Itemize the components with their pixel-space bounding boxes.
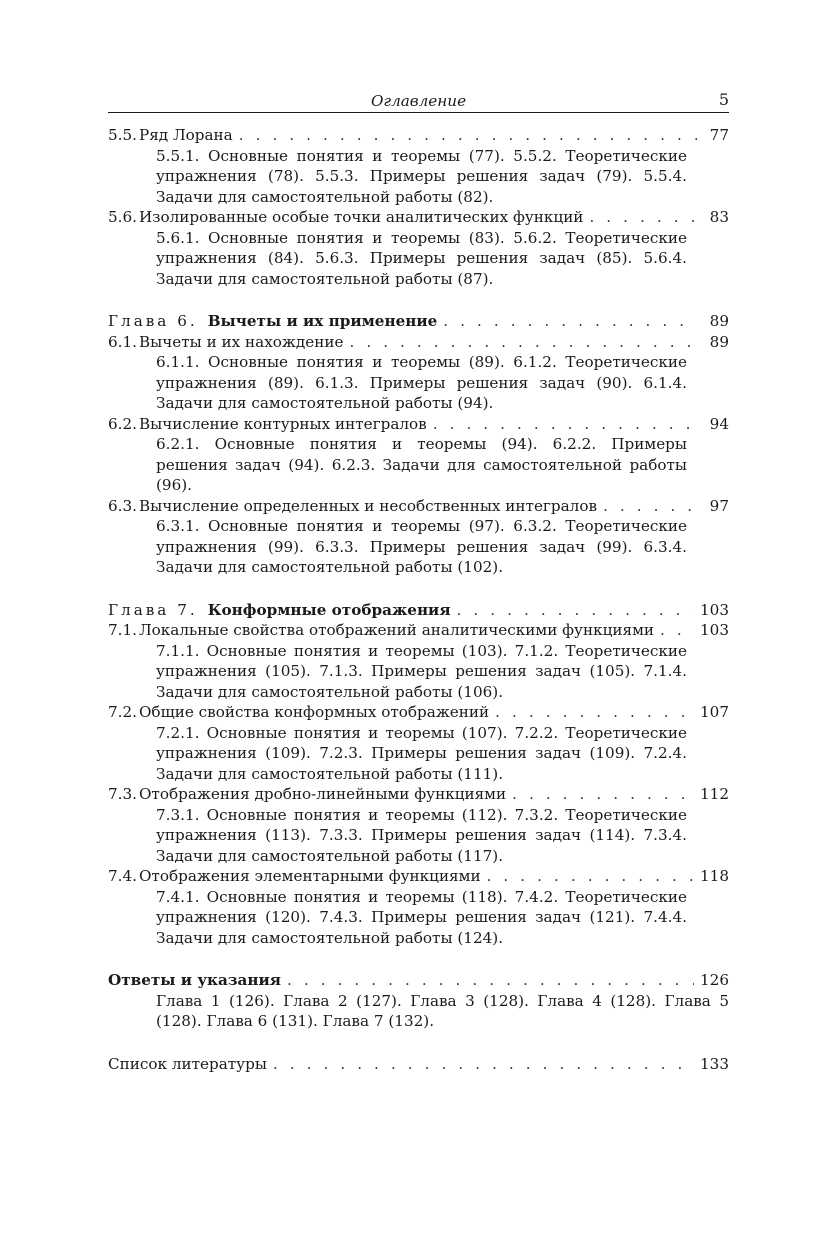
leader-dots <box>239 125 697 146</box>
section-title[interactable]: Ряд Лорана <box>138 126 233 144</box>
leader-dots <box>443 311 697 332</box>
toc-answers <box>108 970 729 1032</box>
leader-dots <box>512 784 694 805</box>
header-page-number: 5 <box>718 90 729 109</box>
section-title[interactable]: Вычисление контурных интегралов <box>138 414 427 433</box>
section-page: 97 <box>709 496 729 515</box>
subsection-list: 6.2.1. Основные понятия и теоремы (94). 6.2.2. Примеры решения задач (94). 6.2.3. Задачи для самостоятельной работы (96). <box>156 435 687 494</box>
subsection-list: 5.5.1. Основные понятия и теоремы (77). 5.5.2. Теоретические упражнения (78). 5.5.3. Примеры решения задач (79). 5.5.4. Задачи для самостоятельной работы (82). <box>156 146 687 206</box>
leader-dots <box>273 1054 694 1075</box>
toc-bibliography <box>108 1054 729 1075</box>
section-page: 112 <box>700 785 729 803</box>
section-number: 6.3. <box>108 496 137 515</box>
running-header <box>108 90 729 113</box>
section-page: 89 <box>709 332 729 351</box>
section-page: 107 <box>700 703 729 721</box>
subsection-list: 6.3.1. Основные понятия и теоремы (97). 6.3.2. Теоретические упражнения (99). 6.3.3. Примеры решения задач (99). 6.3.4. Задачи для самостоятельной работы (102). <box>156 517 687 576</box>
toc-section-7-4 <box>108 866 729 948</box>
section-title[interactable]: Вычеты и их нахождение <box>138 332 344 351</box>
toc-chapter-7 <box>108 600 729 949</box>
header-title: Оглавление <box>370 92 467 110</box>
section-number: 5.6. <box>108 208 137 226</box>
section-title[interactable]: Вычисление определенных и несобственных интегралов <box>138 496 598 515</box>
subsection-list: 7.4.1. Основные понятия и теоремы (118). 7.4.2. Теоретические упражнения (120). 7.4.3. Примеры решения задач (121). 7.4.4. Задачи для самостоятельной работы (124). <box>156 887 687 947</box>
section-page: 83 <box>709 208 729 226</box>
leader-dots <box>495 702 694 723</box>
subsection-list: 5.6.1. Основные понятия и теоремы (83). 5.6.2. Теоретические упражнения (84). 5.6.3. Примеры решения задач (85). 5.6.4. Задачи для самостоятельной работы (87). <box>156 228 687 288</box>
section-page: 94 <box>709 414 729 433</box>
toc-page <box>108 90 729 1074</box>
section-number: 7.2. <box>108 703 137 721</box>
answers-page: 126 <box>700 971 729 989</box>
section-page: 103 <box>700 621 729 639</box>
leader-dots <box>589 207 697 228</box>
toc-section-6-3 <box>108 496 729 578</box>
leader-dots <box>660 620 694 641</box>
section-number: 7.3. <box>108 785 137 803</box>
section-title[interactable]: Изолированные особые точки аналитических функций <box>138 208 584 226</box>
section-number: 7.4. <box>108 867 137 885</box>
toc-section-7-3 <box>108 784 729 866</box>
section-title[interactable]: Отображения дробно-линейными функциями <box>138 785 507 803</box>
leader-dots <box>457 600 694 621</box>
section-number: 6.2. <box>108 414 137 433</box>
section-title[interactable]: Общие свойства конформных отображений <box>138 703 490 721</box>
leader-dots <box>349 332 697 353</box>
subsection-list: 7.1.1. Основные понятия и теоремы (103). 7.1.2. Теоретические упражнения (105). 7.1.3. Примеры решения задач (105). 7.1.4. Задачи для самостоятельной работы (106). <box>156 641 687 701</box>
chapter-label: Глава 7. <box>108 600 198 619</box>
toc-chapter-6 <box>108 311 729 578</box>
subsection-list: 7.3.1. Основные понятия и теоремы (112). 7.3.2. Теоретические упражнения (113). 7.3.3. Примеры решения задач (114). 7.3.4. Задачи для самостоятельной работы (117). <box>156 805 687 865</box>
section-number: 6.1. <box>108 332 137 351</box>
chapter-page: 89 <box>709 312 729 330</box>
section-title[interactable]: Отображения элементарными функциями <box>138 867 481 885</box>
section-title[interactable]: Локальные свойства отображений аналитическими функциями <box>138 621 655 639</box>
chapter-title[interactable]: Вычеты и их применение <box>207 312 438 330</box>
toc-section-7-1 <box>108 620 729 702</box>
leader-dots <box>603 496 697 517</box>
leader-dots <box>487 866 694 887</box>
leader-dots <box>433 414 697 435</box>
bibliography-title[interactable]: Список литературы <box>108 1054 267 1073</box>
section-number: 5.5. <box>108 126 137 144</box>
toc-section-5-5 <box>108 125 729 207</box>
leader-dots <box>287 970 694 991</box>
bibliography-page: 133 <box>700 1054 729 1073</box>
toc-section-6-1 <box>108 332 729 414</box>
section-page: 77 <box>709 126 729 144</box>
table-of-contents <box>108 125 729 1074</box>
section-page: 118 <box>700 867 729 885</box>
answers-chapter-list: Глава 1 (126). Глава 2 (127). Глава 3 (128). Глава 4 (128). Глава 5 (128). Глава 6 (131). Глава 7 (132). <box>156 991 729 1030</box>
subsection-list: 6.1.1. Основные понятия и теоремы (89). 6.1.2. Теоретические упражнения (89). 6.1.3. Примеры решения задач (90). 6.1.4. Задачи для самостоятельной работы (94). <box>156 353 687 412</box>
chapter-title[interactable]: Конформные отображения <box>207 600 451 619</box>
toc-section-5-6 <box>108 207 729 289</box>
toc-section-7-2 <box>108 702 729 784</box>
section-number: 7.1. <box>108 621 137 639</box>
chapter-page: 103 <box>700 600 729 619</box>
subsection-list: 7.2.1. Основные понятия и теоремы (107). 7.2.2. Теоретические упражнения (109). 7.2.3. Примеры решения задач (109). 7.2.4. Задачи для самостоятельной работы (111). <box>156 723 687 783</box>
chapter-label: Глава 6. <box>108 312 198 330</box>
answers-title[interactable]: Ответы и указания <box>108 971 281 989</box>
toc-section-6-2 <box>108 414 729 496</box>
